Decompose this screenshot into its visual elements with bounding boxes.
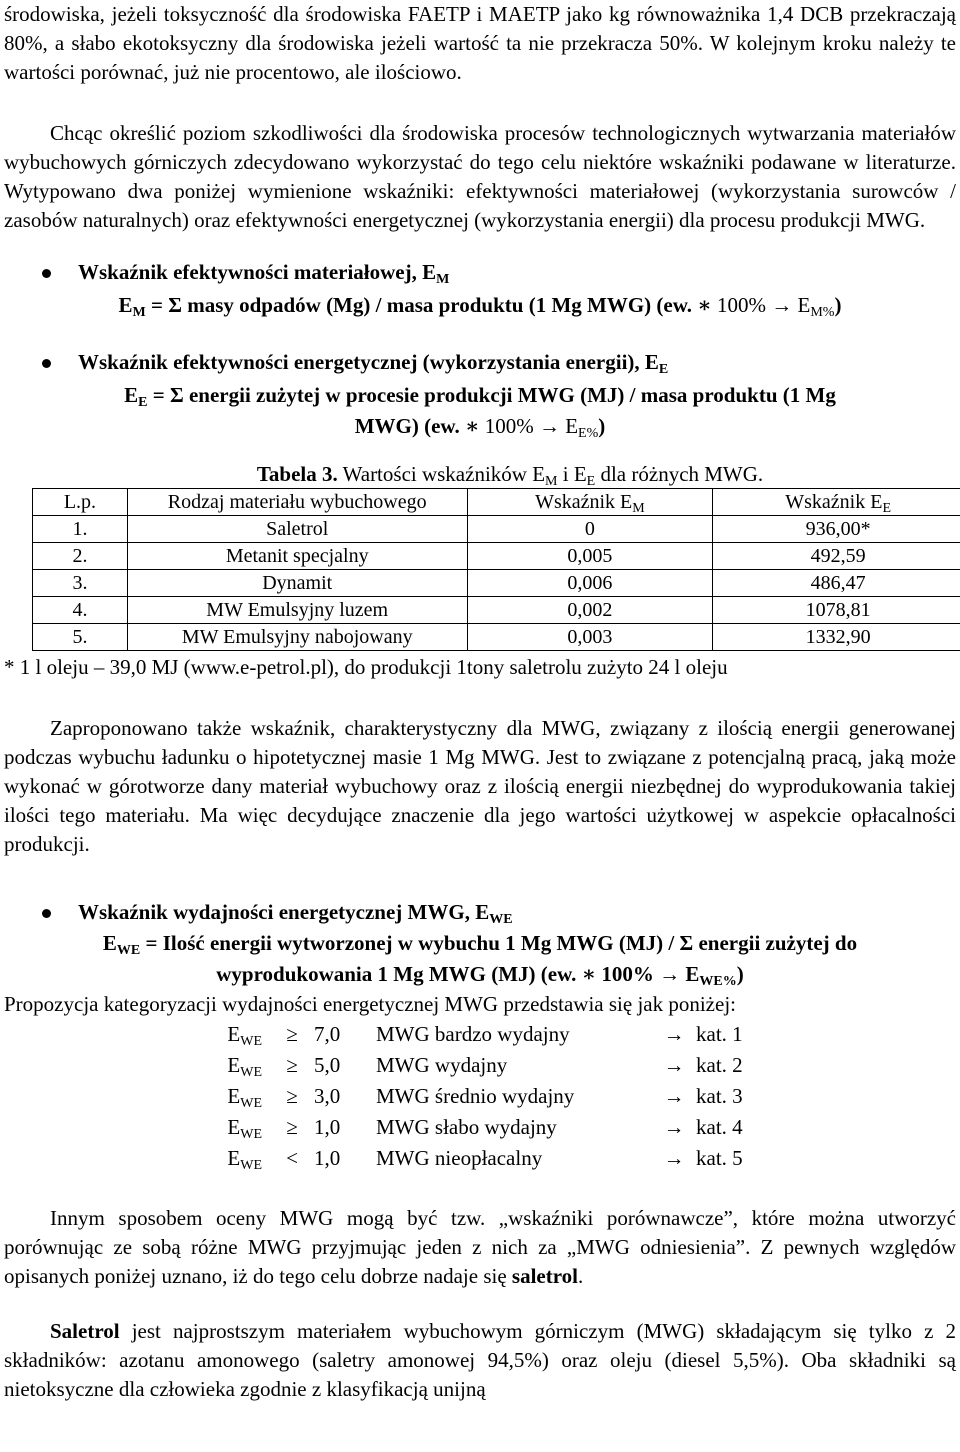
paragraph-4 [4, 1204, 956, 1291]
formula-symbol: E [118, 293, 133, 317]
formula-close: ) [834, 293, 842, 317]
table-row [33, 516, 960, 543]
table-row [33, 624, 960, 651]
category-row [4, 1081, 956, 1112]
category-symbol: $E_{WE}$ [227, 1022, 262, 1049]
subscript: WE [489, 912, 513, 927]
greater-equal-icon: ≥ [286, 1053, 298, 1077]
bullet-title: Wskaźnik wydajności energetycznej MWG, E [78, 900, 490, 924]
paragraph-text: jest najprostszym materiałem wybuchowym górniczym (MWG) składającym się tylko z 2 składników: azotanu amonowego (saletry amonowej 94,5%) oraz oleju (diesel 5,5%). Oba składniki są nietoksyczne dla człowieka zgodnie z klasyfikacją unijną [4, 1319, 956, 1401]
bullet-title: Wskaźnik efektywności materiałowej, E [78, 260, 437, 284]
table-caption [64, 460, 956, 488]
header-material: Rodzaj materiału wybuchowego [127, 489, 467, 516]
table-row [33, 543, 960, 570]
bullet-dot-icon [42, 909, 51, 918]
category-threshold: 1,0 [314, 1115, 341, 1139]
category-label: kat. 5 [696, 1146, 743, 1170]
paragraph-text: . [578, 1264, 584, 1288]
cell-em: 0,003 [467, 624, 713, 651]
formula-symbol: E [102, 931, 117, 955]
formula-symbol: E [124, 383, 139, 407]
table-row [33, 597, 960, 624]
table-footnote: * 1 l oleju – 39,0 MJ (www.e-petrol.pl), do produkcji 1tony saletrolu zużyto 24 l oleju [4, 655, 728, 679]
emphasis-saletrol: saletrol [511, 1264, 579, 1288]
greater-equal-icon: ≥ [286, 1022, 298, 1046]
subscript: M% [810, 305, 835, 320]
formula-text: = Σ masy odpadów (Mg) / masa produktu (1 Mg MWG) (ew. [145, 293, 698, 317]
formula-percent: 100% [596, 962, 660, 986]
cell-ee: 1332,90 [713, 624, 960, 651]
subscript: M [132, 305, 146, 320]
cell-em: 0 [467, 516, 713, 543]
asterisk-icon: ∗ [581, 962, 597, 986]
category-list [4, 1019, 956, 1174]
category-symbol: $E_{WE}$ [227, 1084, 262, 1111]
cell-material: Dynamit [127, 570, 467, 597]
paragraph-5 [4, 1317, 956, 1404]
indicators-table [32, 488, 960, 651]
cell-lp: 4. [33, 597, 128, 624]
category-row [4, 1019, 956, 1050]
caption-label: Tabela 3. [256, 462, 338, 486]
bullet-material-efficiency [4, 257, 956, 288]
cell-lp: 1. [33, 516, 128, 543]
arrow-right-icon: → [771, 293, 793, 317]
formula-text: wyprodukowania 1 Mg MWG (MJ) (ew. [216, 962, 582, 986]
table-header-row [33, 489, 960, 516]
arrow-right-icon: → [663, 1146, 685, 1170]
subscript: E% [578, 426, 599, 441]
category-label: kat. 1 [696, 1022, 743, 1046]
category-row [4, 1050, 956, 1081]
category-row [4, 1112, 956, 1143]
formula-energy-efficiency [4, 380, 956, 442]
asterisk-icon: ∗ [697, 293, 712, 317]
formula-energy-yield [4, 928, 956, 990]
category-symbol: $E_{WE}$ [227, 1053, 262, 1080]
greater-equal-icon: ≥ [286, 1084, 298, 1108]
formula-close: ) [736, 962, 744, 986]
subscript: M [436, 272, 450, 287]
category-label: kat. 4 [696, 1115, 743, 1139]
cell-ee: 936,00* [713, 516, 960, 543]
categorization-intro: Propozycja kategoryzacji wydajności energetycznej MWG przedstawia się jak poniżej: [4, 992, 736, 1016]
greater-equal-icon: ≥ [286, 1115, 298, 1139]
subscript: WE% [699, 974, 737, 989]
cell-material: Saletrol [127, 516, 467, 543]
category-description: MWG średnio wydajny [376, 1084, 575, 1108]
category-threshold: 3,0 [314, 1084, 341, 1108]
formula-symbol: E [792, 293, 811, 317]
formula-percent: 100% [711, 293, 772, 317]
subscript: E [138, 395, 148, 410]
bullet-energy-efficiency [4, 347, 956, 378]
arrow-right-icon: → [659, 962, 681, 986]
bullet-dot-icon [42, 359, 51, 368]
category-description: MWG bardzo wydajny [376, 1022, 570, 1046]
subscript: M [545, 474, 558, 489]
cell-em: 0,002 [467, 597, 713, 624]
cell-material: MW Emulsyjny luzem [127, 597, 467, 624]
caption-text: dla różnych MWG. [595, 462, 764, 486]
category-label: kat. 3 [696, 1084, 743, 1108]
caption-text: Wartości wskaźników E [337, 462, 546, 486]
emphasis-saletrol: Saletrol [50, 1319, 120, 1343]
category-threshold: 1,0 [314, 1146, 341, 1170]
paragraph-1: środowiska, jeżeli toksyczność dla środowiska FAETP i MAETP jako kg równoważnika 1,4 DCB przekraczają 80%, a słabo ekotoksyczny dla środowiska jeżeli wartość ta nie przekracza 50%. W kolejnym kroku należy te wartości porównać, już nie procentowo, ale ilościowo. [4, 2, 956, 84]
category-threshold: 5,0 [314, 1053, 341, 1077]
arrow-right-icon: → [663, 1053, 685, 1077]
formula-percent: 100% [479, 414, 539, 438]
arrow-right-icon: → [663, 1115, 685, 1139]
formula-symbol: E [680, 962, 700, 986]
paragraph-3: Zaproponowano także wskaźnik, charakterystyczny dla MWG, związany z ilością energii generowanej podczas wybuchu ładunku o hipotetycznej masie 1 Mg MWG. Jest to związane z potencjalną pracą, jaką może wykonać w górotworze dany materiał wybuchowy oraz z ilością energii niezbędnej do wyprodukowania takiej ilości tego materiału. Ma więc decydujące znaczenie dla jego wartości użytkowej w aspekcie opłacalności produkcji. [4, 716, 956, 856]
cell-em: 0,005 [467, 543, 713, 570]
category-threshold: 7,0 [314, 1022, 341, 1046]
formula-text: MWG) (ew. [354, 414, 465, 438]
cell-lp: 5. [33, 624, 128, 651]
formula-close: ) [598, 414, 606, 438]
table-row [33, 570, 960, 597]
bullet-dot-icon [42, 269, 51, 278]
bullet-energy-yield [4, 897, 956, 928]
arrow-right-icon: → [663, 1022, 685, 1046]
arrow-right-icon: → [663, 1084, 685, 1108]
formula-text: = Ilość energii wytworzonej w wybuchu 1 Mg MWG (MJ) / Σ energii zużytej do [140, 931, 858, 955]
category-description: MWG wydajny [376, 1053, 508, 1077]
cell-material: Metanit specjalny [127, 543, 467, 570]
category-description: MWG słabo wydajny [376, 1115, 557, 1139]
caption-text: i E [557, 462, 587, 486]
less-than-icon: < [286, 1146, 298, 1170]
cell-ee: 486,47 [713, 570, 960, 597]
category-description: MWG nieopłacalny [376, 1146, 543, 1170]
category-symbol: $E_{WE}$ [227, 1115, 262, 1142]
paragraph-text: Innym sposobem oceny MWG mogą być tzw. „wskaźniki porównawcze”, które można utworzyć porównując ze sobą różne MWG przyjmując jeden z nich za „MWG odniesienia”. Z pewnych względów opisanych poniżej uznano, iż do tego celu dobrze nadaje się [4, 1206, 956, 1288]
arrow-right-icon: → [538, 414, 560, 438]
asterisk-icon: ∗ [464, 414, 480, 438]
category-label: kat. 2 [696, 1053, 743, 1077]
paragraph-2: Chcąc określić poziom szkodliwości dla środowiska procesów technologicznych wytwarzania materiałów wybuchowych górniczych zdecydowano wykorzystać do tego celu niektóre wskaźniki podawane w literaturze. Wytypowano dwa poniżej wymienione wskaźniki: efektywności materiałowej (wykorzystania surowców / zasobów naturalnych) oraz efektywności energetycznej (wykorzystania energii) dla procesu produkcji MWG. [4, 121, 956, 232]
header-ee: Wskaźnik $E_E$ [713, 489, 960, 516]
formula-material-efficiency [4, 290, 956, 321]
cell-em: 0,006 [467, 570, 713, 597]
cell-ee: 492,59 [713, 543, 960, 570]
header-em: Wskaźnik $E_M$ [467, 489, 713, 516]
cell-lp: 3. [33, 570, 128, 597]
cell-material: MW Emulsyjny nabojowany [127, 624, 467, 651]
bullet-title: Wskaźnik efektywności energetycznej (wykorzystania energii), E [78, 350, 659, 374]
subscript: E [586, 474, 596, 489]
subscript: WE [116, 943, 141, 958]
cell-lp: 2. [33, 543, 128, 570]
formula-text: = Σ energii zużytej w procesie produkcji MWG (MJ) / masa produktu (1 Mg [147, 383, 836, 407]
header-lp: L.p. [33, 489, 128, 516]
cell-ee: 1078,81 [713, 597, 960, 624]
document-page [4, 0, 956, 1404]
formula-symbol: E [559, 414, 579, 438]
category-symbol: $E_{WE}$ [227, 1146, 262, 1173]
subscript: E [658, 362, 669, 377]
category-row [4, 1143, 956, 1174]
